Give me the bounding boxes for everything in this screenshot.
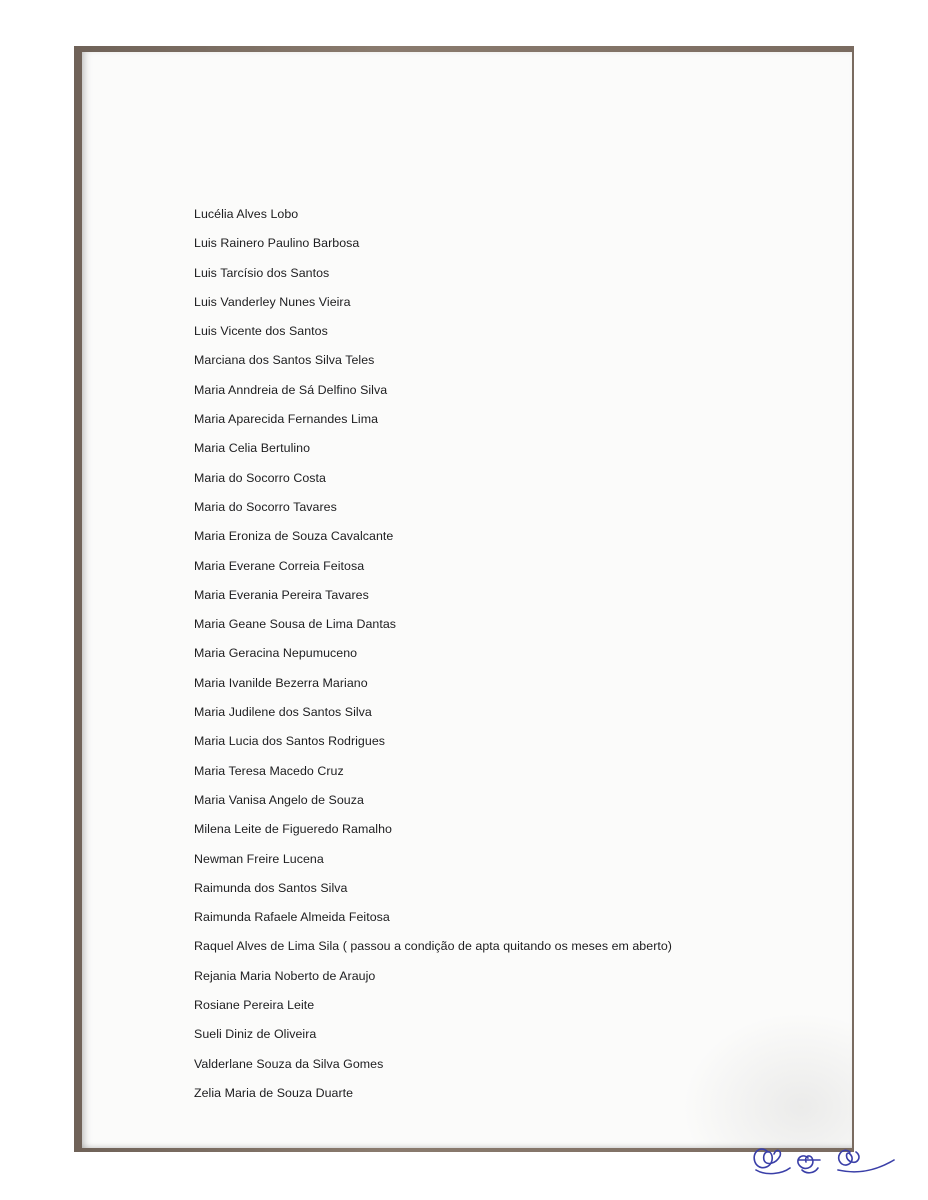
name-list-item: Sueli Diniz de Oliveira [194, 1027, 317, 1042]
name-list-item: Maria Teresa Macedo Cruz [194, 763, 344, 778]
name-list-item: Zelia Maria de Souza Duarte [194, 1085, 354, 1100]
name-list-item: Maria Judilene dos Santos Silva [194, 705, 372, 720]
paper-shadow [682, 1012, 852, 1148]
name-list-item: Milena Leite de Figueredo Ramalho [194, 822, 392, 837]
signature-1 [754, 1149, 790, 1174]
name-list-item: Maria do Socorro Costa [194, 470, 326, 485]
signature-2 [798, 1156, 820, 1173]
handwritten-signatures [746, 1130, 906, 1190]
name-list-item: Luis Vanderley Nunes Vieira [194, 294, 351, 309]
name-list-item: Lucélia Alves Lobo [194, 207, 299, 221]
name-list-item: Maria do Socorro Tavares [194, 499, 337, 514]
name-list-item: Luis Rainero Paulino Barbosa [194, 236, 360, 251]
name-list-item: Maria Celia Bertulino [194, 441, 311, 456]
name-list-item: Raimunda Rafaele Almeida Feitosa [194, 910, 390, 925]
name-list-item: Rosiane Pereira Leite [194, 998, 315, 1013]
names-list [194, 202, 672, 1110]
name-list-item: Maria Ivanilde Bezerra Mariano [194, 675, 368, 690]
name-list-item: Maria Eroniza de Souza Cavalcante [194, 529, 394, 544]
signature-3 [838, 1150, 894, 1172]
name-list-item: Maria Anndreia de Sá Delfino Silva [194, 382, 388, 397]
name-list-item: Raimunda dos Santos Silva [194, 880, 348, 895]
name-list-item: Maria Everania Pereira Tavares [194, 587, 369, 602]
name-list-item: Raquel Alves de Lima Sila ( passou a condição de apta quitando os meses em aberto) [194, 939, 672, 954]
name-list-item: Maria Geane Sousa de Lima Dantas [194, 617, 397, 632]
name-list-item: Maria Lucia dos Santos Rodrigues [194, 734, 386, 749]
name-list-item: Marciana dos Santos Silva Teles [194, 353, 375, 368]
name-list-item: Luis Tarcísio dos Santos [194, 265, 330, 280]
name-list-item: Rejania Maria Noberto de Araujo [194, 968, 376, 983]
name-list-item: Valderlane Souza da Silva Gomes [194, 1056, 384, 1071]
paper-sheet [82, 52, 852, 1148]
name-list-item: Luis Vicente dos Santos [194, 324, 328, 339]
name-list-item: Maria Everane Correia Feitosa [194, 558, 365, 573]
name-list-item: Maria Geracina Nepumuceno [194, 646, 358, 661]
name-list-item: Newman Freire Lucena [194, 851, 324, 866]
name-list-item: Maria Vanisa Angelo de Souza [194, 792, 364, 807]
name-list-item: Maria Aparecida Fernandes Lima [194, 412, 379, 427]
